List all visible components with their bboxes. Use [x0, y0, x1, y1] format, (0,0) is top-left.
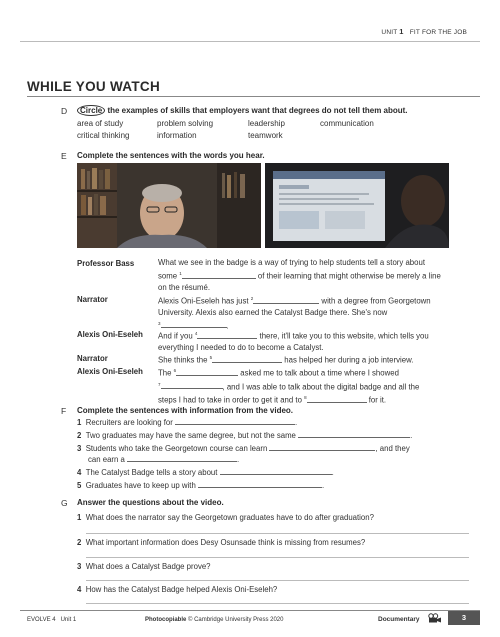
question-item: 1 What does the narrator say the Georgetown graduates have to do after graduation?: [77, 513, 374, 522]
question-item: 4 How has the Catalyst Badge helped Alexis Oni-Eseleh?: [77, 585, 278, 594]
page-number: 3: [448, 611, 480, 625]
answer-blank[interactable]: [127, 454, 237, 462]
exercise-d-instruction: Circle the examples of skills that employers want that degrees do not tell them about.: [77, 106, 408, 115]
exercise-f-instruction: Complete the sentences with information from the video.: [77, 406, 294, 415]
unit-title: FIT FOR THE JOB: [409, 29, 467, 36]
question-item: 3 What does a Catalyst Badge prove?: [77, 562, 211, 571]
speaker-name: Narrator: [77, 354, 108, 363]
gap-6[interactable]: [176, 368, 238, 376]
exercise-f-letter: F: [61, 406, 67, 416]
video-still-computer: [265, 163, 449, 248]
footer-rule: [20, 610, 480, 611]
skill-word[interactable]: area of study: [77, 119, 124, 128]
answer-line[interactable]: [86, 533, 469, 534]
list-item: 5 Graduates have to keep up with .: [77, 481, 325, 490]
dialogue-line: Alexis Oni-Eseleh has just $^2$ with a degree from Georgetown University. Alexis also earned the Catalyst Badge there. She's now $^3$ .: [158, 296, 431, 331]
list-item: 1 Recruiters are looking for .: [77, 418, 298, 427]
skill-word[interactable]: problem solving: [157, 119, 214, 128]
skill-word[interactable]: communication: [320, 119, 374, 128]
answer-line[interactable]: [86, 603, 469, 604]
gap-8[interactable]: [307, 395, 367, 403]
gap-1[interactable]: [182, 271, 256, 279]
list-item: 2 Two graduates may have the same degree, but not the same .: [77, 431, 413, 440]
footer-type: Documentary: [378, 616, 420, 623]
exercise-e-letter: E: [61, 151, 67, 161]
gap-2[interactable]: [253, 296, 319, 304]
skill-word[interactable]: teamwork: [248, 131, 283, 140]
gap-3[interactable]: [161, 320, 227, 328]
list-item: 4 The Catalyst Badge tells a story about .: [77, 468, 334, 477]
circle-word: Circle: [77, 105, 105, 116]
dialogue-line: And if you $^4$ there, it'll take you to this website, which tells you everything I needed to do to become a Catalyst.: [158, 331, 429, 352]
unit-number: 1: [399, 27, 404, 36]
question-item: 2 What important information does Desy Osunsade think is missing from resumes?: [77, 538, 366, 547]
exercise-g-instruction: Answer the questions about the video.: [77, 498, 224, 507]
footer-book: EVOLVE 4 Unit 1: [27, 617, 77, 623]
answer-line[interactable]: [86, 557, 469, 558]
skill-word[interactable]: critical thinking: [77, 131, 130, 140]
footer-copyright: Photocopiable © Cambridge University Press 2020: [145, 617, 284, 623]
answer-blank[interactable]: [175, 417, 295, 425]
answer-line[interactable]: [86, 580, 469, 581]
video-still-professor: [77, 163, 261, 248]
section-title: WHILE YOU WATCH: [27, 79, 160, 94]
speaker-name: Alexis Oni-Eseleh: [77, 330, 143, 339]
exercise-d-letter: D: [61, 106, 68, 116]
answer-blank[interactable]: [220, 467, 332, 475]
dialogue-line: What we see in the badge is a way of trying to help students tell a story about some $^1$ of their learning that might otherwise be merely a line on the résumé.: [158, 258, 441, 292]
video-camera-icon: [428, 613, 442, 625]
section-rule: [27, 96, 480, 97]
speaker-name: Alexis Oni-Eseleh: [77, 367, 143, 376]
answer-blank[interactable]: [298, 430, 410, 438]
dialogue-line: She thinks the $^5$ has helped her during a job interview.: [158, 355, 414, 365]
skill-word[interactable]: leadership: [248, 119, 285, 128]
unit-header: [381, 27, 467, 36]
speaker-name: Narrator: [77, 295, 108, 304]
list-item: 3 Students who take the Georgetown course can learn , and they can earn a .: [77, 444, 410, 464]
unit-label: UNIT: [381, 29, 398, 36]
answer-blank[interactable]: [198, 480, 322, 488]
exercise-e-instruction: Complete the sentences with the words you hear.: [77, 151, 265, 160]
dialogue-line: The $^6$ asked me to talk about a time where I showed $^7$ , and I was able to talk about the digital badge and all the steps I had to take in order to get it and to $^8$ for it.: [158, 368, 420, 405]
header-rule: [20, 41, 480, 42]
answer-blank[interactable]: [269, 443, 375, 451]
speaker-name: Professor Bass: [77, 259, 135, 268]
exercise-g-letter: G: [61, 498, 68, 508]
skill-word[interactable]: information: [157, 131, 197, 140]
gap-5[interactable]: [212, 355, 282, 363]
gap-7[interactable]: [161, 381, 223, 389]
gap-4[interactable]: [197, 331, 257, 339]
